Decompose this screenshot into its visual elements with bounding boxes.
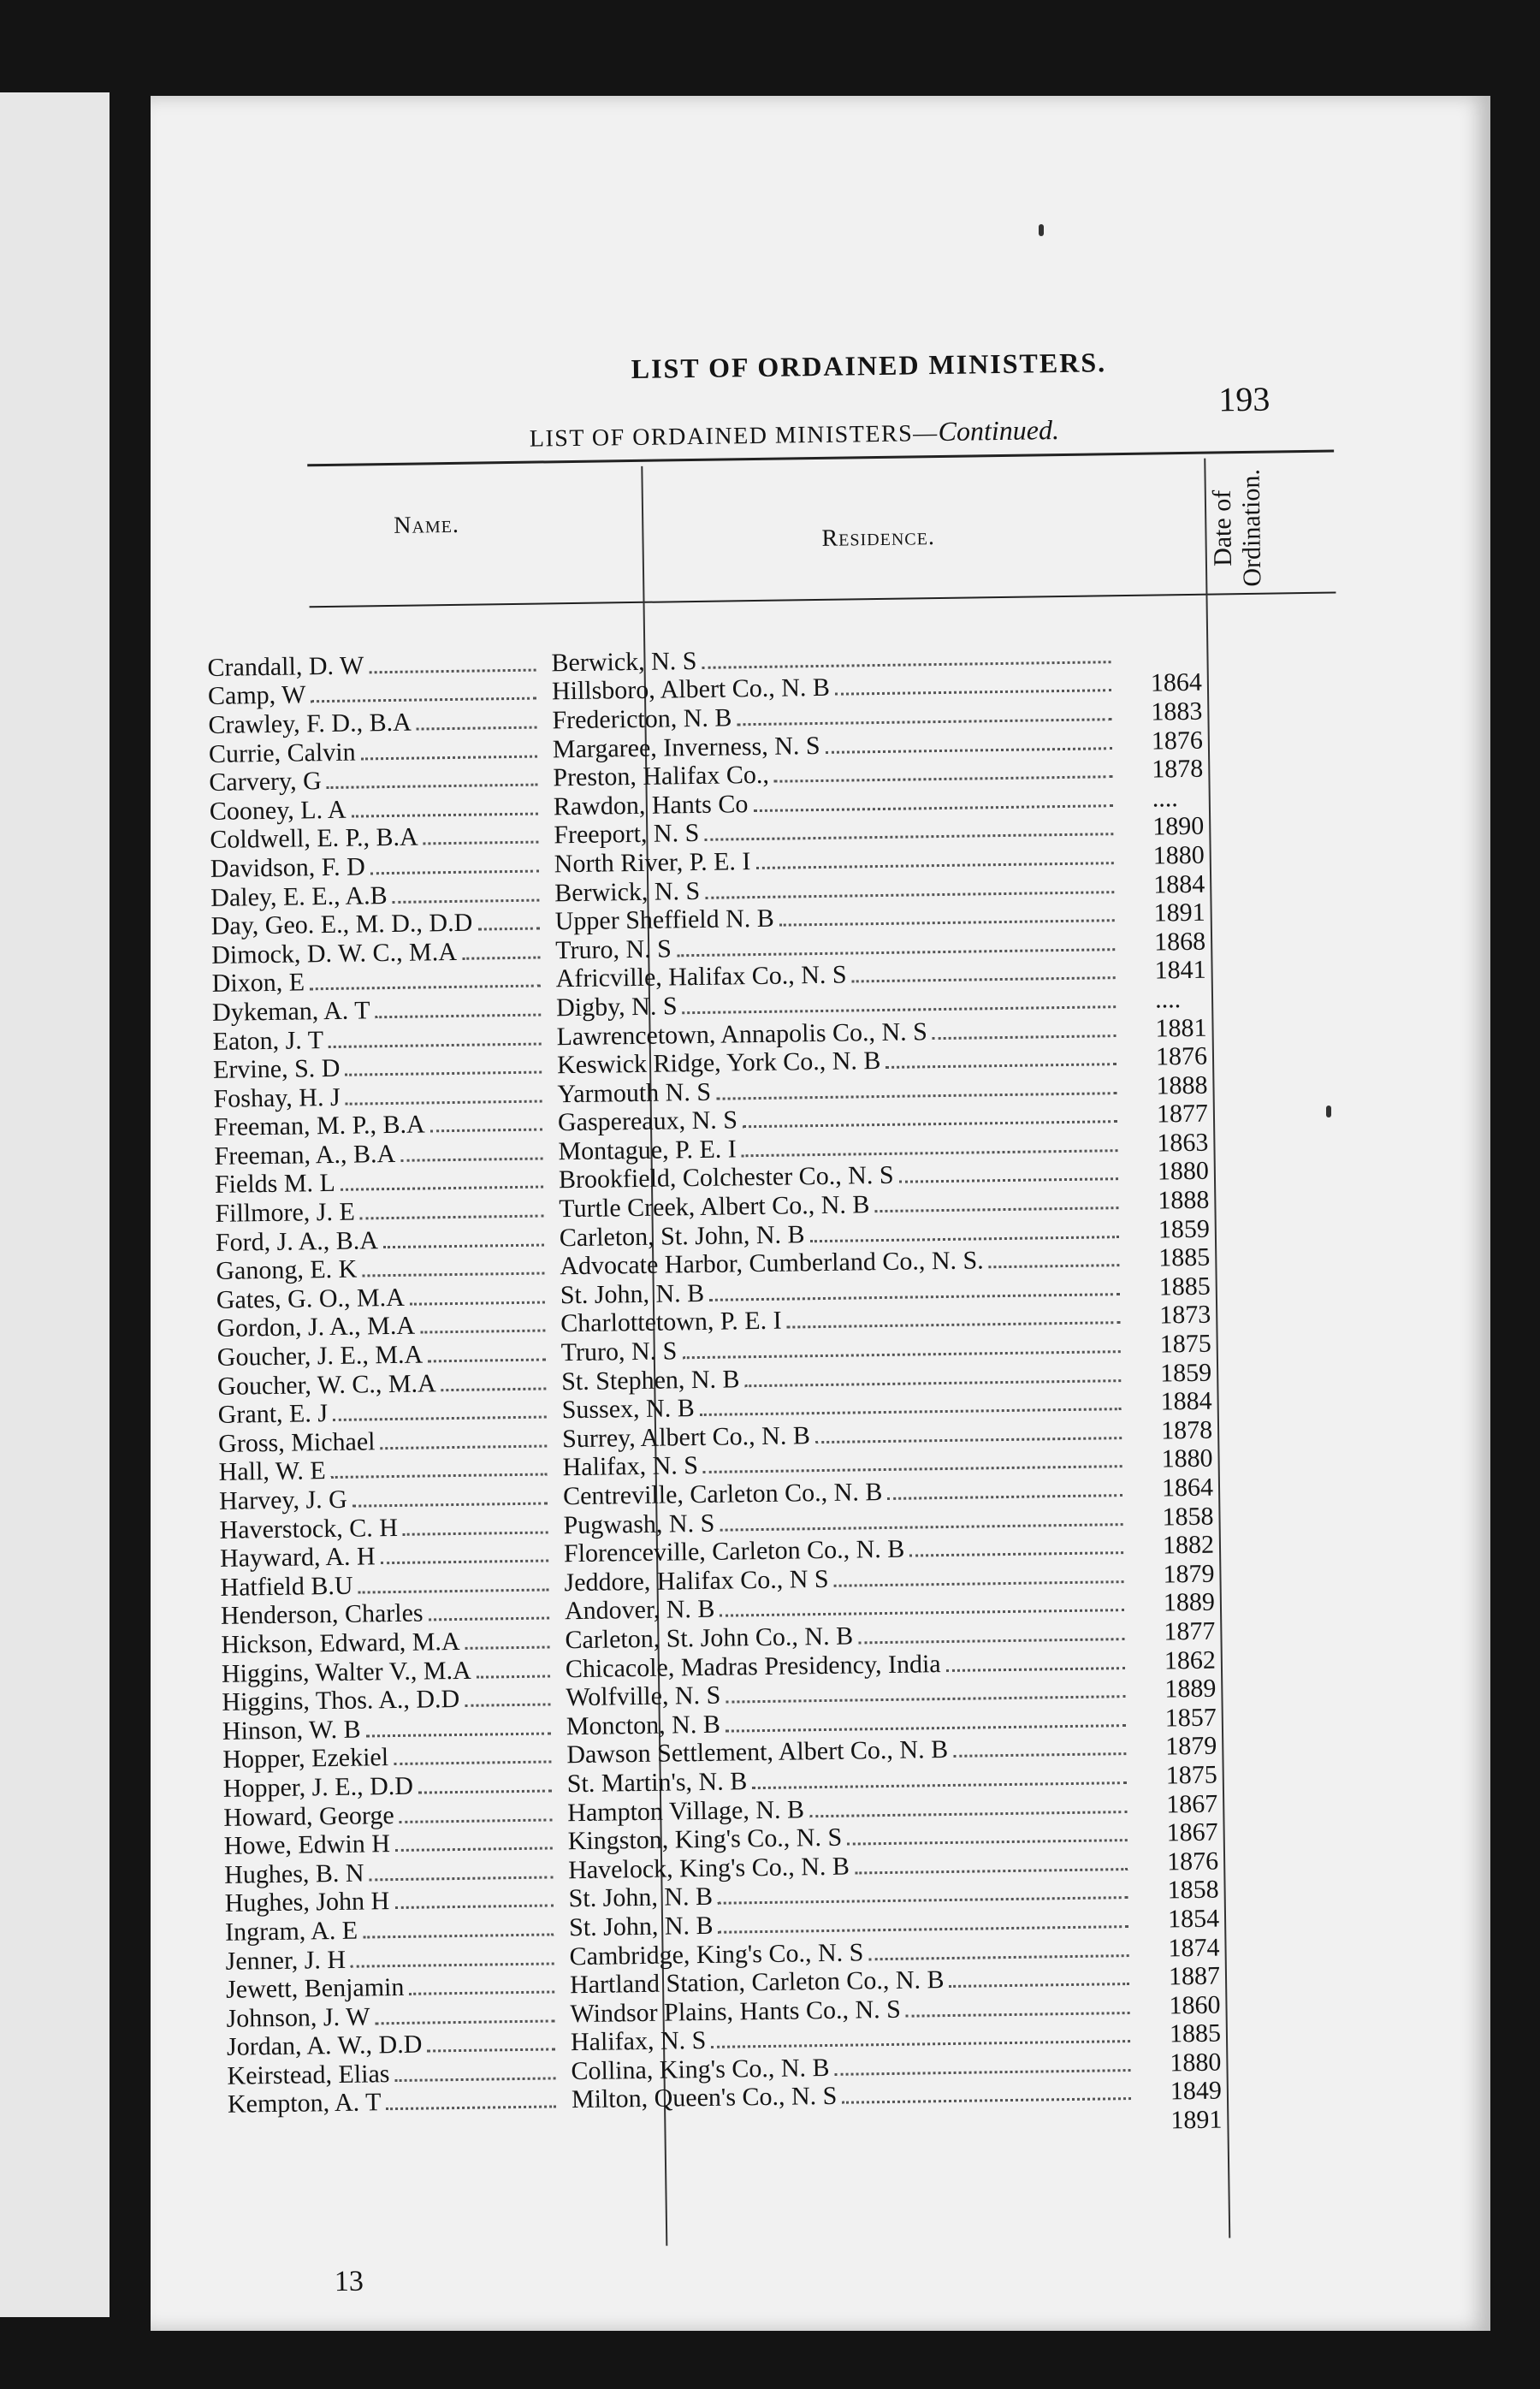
minister-residence: Halifax, N. S	[562, 1451, 699, 1482]
minister-name: Hatfield B.U	[220, 1571, 353, 1602]
minister-name: Coldwell, E. P., B.A	[210, 822, 418, 855]
dot-leader	[953, 1733, 1127, 1758]
header-bottom-rule	[310, 592, 1336, 608]
dot-leader	[988, 1244, 1119, 1268]
ordination-date: 1858	[1167, 1875, 1219, 1905]
dot-leader	[352, 1483, 548, 1508]
ordination-date: 1885	[1169, 2018, 1222, 2048]
subheading-italic: Continued.	[938, 414, 1060, 448]
dot-leader	[380, 1540, 548, 1565]
minister-name: Fillmore, J. E	[215, 1197, 356, 1228]
dot-leader	[834, 2049, 1130, 2076]
ordination-date: 1876	[1151, 726, 1204, 756]
dot-leader	[395, 1828, 553, 1853]
dot-leader	[743, 1100, 1117, 1128]
ordination-date: 1884	[1160, 1386, 1212, 1416]
dot-leader	[477, 908, 540, 931]
minister-name: Ford, J. A., B.A	[215, 1225, 379, 1257]
minister-residence: St. John, N. B	[560, 1278, 705, 1310]
minister-residence: Wolfville, N. S	[566, 1681, 721, 1712]
dot-leader	[394, 1741, 552, 1766]
dot-leader	[711, 2020, 1130, 2048]
dot-leader	[386, 2086, 556, 2111]
dot-leader	[825, 727, 1112, 754]
ordination-date: 1890	[1152, 812, 1205, 841]
minister-name: Fields M. L	[214, 1169, 336, 1200]
ordination-date: 1860	[1169, 1990, 1221, 2020]
dot-leader	[423, 821, 538, 845]
minister-residence: Fredericton, N. B	[552, 703, 732, 735]
minister-residence: Upper Sheffield N. B	[554, 904, 775, 936]
minister-name: Hughes, B. N	[224, 1858, 364, 1889]
dot-leader	[428, 1339, 546, 1363]
dot-leader	[699, 1388, 1121, 1416]
dot-leader	[720, 1589, 1124, 1617]
ordination-date: 1889	[1163, 1588, 1216, 1617]
ordination-date: 1862	[1164, 1645, 1217, 1675]
dot-leader	[851, 957, 1115, 983]
dot-leader	[341, 1166, 543, 1191]
minister-residence: Jeddore, Halifax Co., N S	[564, 1564, 829, 1598]
dot-leader	[394, 2057, 555, 2082]
dot-leader	[949, 1963, 1129, 1988]
ordination-date: 1876	[1155, 1041, 1208, 1071]
dot-leader	[809, 1216, 1119, 1242]
dot-leader	[403, 1511, 548, 1535]
dot-leader	[429, 1109, 542, 1133]
minister-name: Foshay, H. J	[213, 1082, 341, 1113]
dot-leader	[833, 1561, 1123, 1587]
minister-name-cell	[228, 2086, 561, 2119]
ordination-date: 1854	[1167, 1904, 1220, 1934]
dot-leader	[737, 698, 1111, 726]
previous-page-edge	[0, 92, 110, 2317]
minister-name: Gordon, J. A., M.A	[216, 1312, 416, 1343]
minister-name: Howe, Edwin H	[223, 1829, 391, 1860]
signature-mark: 13	[334, 2265, 364, 2298]
minister-name: Johnson, J. W	[226, 2002, 370, 2033]
dot-leader	[704, 814, 1113, 842]
minister-name: Howard, George	[223, 1800, 394, 1832]
minister-residence: North River, P. E. I	[554, 847, 751, 879]
minister-residence: Collina, King's Co., N. B	[571, 2053, 830, 2086]
dot-leader	[369, 1856, 553, 1881]
dot-leader	[709, 1273, 1120, 1301]
minister-name: Dimock, D. W. C., M.A	[210, 937, 458, 969]
dot-leader	[945, 1647, 1125, 1672]
ordination-date: 1874	[1168, 1933, 1220, 1962]
dot-leader	[874, 1187, 1118, 1212]
minister-residence: Brookfield, Colchester Co., N. S	[558, 1161, 894, 1194]
dot-leader	[360, 735, 537, 760]
ordination-date	[1116, 654, 1261, 655]
ordination-date: 1873	[1158, 1301, 1211, 1330]
minister-name: Hayward, A. H	[219, 1542, 376, 1574]
minister-residence: Cambridge, King's Co., N. S	[569, 1937, 864, 1971]
minister-name: Dykeman, A. T	[211, 996, 370, 1027]
column-header-date	[1207, 459, 1277, 596]
dot-leader	[755, 842, 1114, 869]
ordination-date: 1887	[1168, 1961, 1221, 1991]
dot-leader	[909, 1532, 1123, 1556]
dot-leader	[400, 1137, 543, 1161]
ordination-date: 1877	[1156, 1099, 1209, 1129]
minister-residence: St. John, N. B	[568, 1882, 714, 1913]
minister-residence: Windsor Plains, Hants Co., N. S	[570, 1995, 902, 2028]
minister-name: Ervine, S. D	[212, 1053, 341, 1085]
ordination-date: ....	[1152, 783, 1179, 813]
ordination-date: 1879	[1165, 1731, 1217, 1761]
ordination-date: 1881	[1155, 1013, 1207, 1043]
ordination-date: 1885	[1158, 1242, 1211, 1272]
dot-leader	[753, 785, 1113, 812]
dot-leader	[835, 670, 1111, 697]
minister-residence: Preston, Halifax Co.,	[553, 760, 770, 792]
ordination-date: 1884	[1152, 869, 1205, 899]
dot-leader	[311, 678, 536, 703]
dot-leader	[465, 1626, 549, 1649]
dot-leader	[742, 1129, 1118, 1157]
dot-leader	[375, 993, 541, 1018]
minister-residence: Africville, Halifax Co., N. S	[555, 960, 847, 993]
dot-leader	[441, 1367, 546, 1391]
minister-residence: Freeport, N. S	[554, 819, 700, 850]
minister-name: Hall, W. E	[218, 1456, 326, 1487]
dot-leader	[329, 1023, 542, 1047]
dot-leader	[417, 707, 537, 731]
minister-residence: Lawrencetown, Annapolis Co., N. S	[556, 1017, 928, 1051]
minister-residence: Advocate Harbor, Cumberland Co., N. S.	[560, 1246, 984, 1281]
date-header-line-1: Date of	[1207, 489, 1238, 567]
page-content	[202, 250, 1400, 2298]
dot-leader	[774, 756, 1113, 783]
minister-residence: Truro, N. S	[560, 1337, 678, 1367]
dot-leader	[399, 1799, 552, 1823]
dot-leader	[809, 1791, 1128, 1817]
dot-leader	[705, 871, 1114, 899]
minister-residence: Margaree, Inverness, N. S	[552, 731, 820, 763]
dot-leader	[327, 764, 538, 789]
dot-leader	[427, 2029, 555, 2053]
ordination-date: 1857	[1164, 1703, 1217, 1733]
minister-name: Dixon, E	[211, 968, 305, 999]
minister-residence: Carleton, St. John Co., N. B	[565, 1621, 854, 1655]
ordination-date: 1841	[1154, 956, 1206, 985]
ordination-date: 1867	[1165, 1789, 1218, 1818]
minister-residence: Centreville, Carleton Co., N. B	[562, 1478, 883, 1511]
ordination-date: 1875	[1165, 1760, 1217, 1790]
column-header-residence: Residence.	[821, 524, 936, 552]
minister-name: Kempton, A. T	[227, 2088, 382, 2119]
minister-residence: Hampton Village, N. B	[567, 1794, 805, 1827]
ordination-date: 1883	[1151, 697, 1203, 726]
minister-residence: Pugwash, N. S	[563, 1509, 715, 1539]
ordination-date: 1875	[1159, 1329, 1211, 1359]
dot-leader	[462, 936, 541, 959]
minister-residence: Dawson Settlement, Albert Co., N. B	[566, 1735, 949, 1770]
dot-leader	[365, 1712, 551, 1737]
dot-leader	[392, 879, 539, 903]
minister-name: Keirstead, Elias	[227, 2060, 390, 2090]
ordination-date: 1859	[1158, 1214, 1211, 1244]
minister-residence: Rawdon, Hants Co	[553, 789, 749, 821]
dot-leader	[410, 1281, 545, 1305]
dot-leader	[409, 1971, 554, 1995]
minister-name-cell	[228, 2129, 561, 2133]
minister-name: Grant, E. J	[217, 1399, 329, 1430]
ordination-date: 1888	[1156, 1070, 1208, 1100]
minister-residence: Keswick Ridge, York Co., N. B	[556, 1046, 881, 1080]
ordination-date: 1888	[1158, 1185, 1210, 1215]
ordination-date: 1864	[1150, 668, 1203, 697]
minister-residence: St. Stephen, N. B	[560, 1364, 740, 1396]
dot-leader	[855, 1848, 1128, 1874]
ordination-date: 1882	[1162, 1530, 1215, 1560]
dot-leader	[847, 1819, 1128, 1846]
minister-residence: Berwick, N. S	[551, 646, 697, 678]
running-head: LIST OF ORDAINED MINISTERS.	[631, 347, 1107, 385]
minister-name: Hickson, Edward, M.A	[221, 1627, 460, 1659]
dot-leader	[345, 1080, 542, 1105]
minister-name: Hopper, Ezekiel	[222, 1743, 389, 1775]
minister-name: Goucher, W. C., M.A	[217, 1368, 436, 1401]
ordination-date: ....	[1154, 985, 1182, 1014]
page-number: 193	[1217, 379, 1270, 419]
ordination-date: 1891	[1170, 2105, 1223, 2135]
dot-leader	[375, 2000, 555, 2024]
minister-name: Day, Geo. E., M. D., D.D	[210, 908, 473, 941]
dot-leader	[716, 1072, 1117, 1100]
minister-name: Hughes, John H	[224, 1887, 390, 1918]
minister-residence: Milton, Queen's Co., N. S	[571, 2082, 838, 2114]
minister-residence: St. Martin's, N. B	[566, 1767, 748, 1799]
book-page	[151, 96, 1490, 2331]
minister-name: Cooney, L. A	[209, 795, 346, 826]
dot-leader	[420, 1310, 546, 1334]
ordination-date: 1880	[1161, 1444, 1213, 1473]
ordination-date: 1880	[1152, 840, 1205, 870]
ministers-list	[207, 637, 1408, 2149]
minister-name: Currie, Calvin	[208, 738, 356, 768]
dot-leader	[815, 1417, 1122, 1443]
table-subheading	[530, 414, 1060, 453]
minister-name: Goucher, J. E., M.A	[216, 1340, 424, 1372]
dot-leader	[345, 1052, 542, 1076]
minister-residence-cell	[561, 2121, 1136, 2129]
paper-speck	[1039, 224, 1044, 236]
minister-name: Ganong, E. K	[216, 1254, 358, 1286]
dot-leader	[428, 1598, 549, 1621]
minister-name: Hinson, W. B	[222, 1715, 361, 1746]
minister-residence: Florenceville, Carleton Co., N. B	[563, 1534, 905, 1568]
ordination-date: 1876	[1166, 1847, 1219, 1876]
ordination-date: 1863	[1157, 1128, 1209, 1158]
column-header-name: Name.	[394, 511, 460, 539]
dot-leader	[418, 1770, 552, 1793]
dot-leader	[720, 1503, 1123, 1532]
minister-residence: Halifax, N. S	[570, 2026, 707, 2057]
dot-leader	[779, 899, 1115, 926]
minister-residence: Montague, P. E. I	[558, 1135, 737, 1166]
dot-leader	[718, 1906, 1128, 1934]
dot-leader	[333, 1396, 547, 1421]
ordination-date: 1889	[1164, 1674, 1217, 1704]
minister-name: Gates, G. O., M.A	[216, 1283, 406, 1314]
dot-leader	[703, 1446, 1122, 1474]
ordination-date: 1864	[1161, 1473, 1214, 1503]
dot-leader	[933, 1015, 1116, 1040]
dot-leader	[887, 1474, 1122, 1500]
minister-name: Carvery, G	[209, 767, 322, 797]
dot-leader	[330, 1454, 547, 1479]
minister-residence: Turtle Creek, Albert Co., N. B	[559, 1190, 870, 1224]
ordination-date: 1880	[1170, 2048, 1222, 2078]
dot-leader	[898, 1159, 1118, 1184]
minister-name: Higgins, Thos. A., D.D	[222, 1685, 460, 1717]
minister-name: Higgins, Walter V., M.A	[221, 1656, 471, 1688]
minister-residence: Moncton, N. B	[566, 1710, 721, 1740]
ordination-date: 1891	[1153, 898, 1205, 928]
dot-leader	[786, 1302, 1120, 1329]
minister-residence: Berwick, N. S	[554, 876, 701, 907]
minister-name: Harvey, J. G	[218, 1485, 348, 1515]
dot-leader	[360, 1195, 544, 1220]
ordination-date: 1867	[1166, 1817, 1218, 1847]
minister-residence: Hillsboro, Albert Co., N. B	[551, 673, 831, 706]
minister-residence: Digby, N. S	[555, 992, 678, 1023]
minister-name: Jewett, Benjamin	[225, 1973, 405, 2004]
dot-leader	[744, 1360, 1121, 1387]
minister-name: Crawley, F. D., B.A	[208, 708, 412, 739]
minister-residence: Hartland Station, Carleton Co., N. B	[569, 1965, 945, 2000]
dot-leader	[886, 1043, 1116, 1069]
minister-name: Henderson, Charles	[220, 1598, 424, 1631]
ordination-date: 1880	[1157, 1157, 1210, 1186]
ordination-date: 1868	[1153, 927, 1206, 957]
minister-name: Haverstock, C. H	[219, 1513, 399, 1544]
dot-leader	[702, 641, 1111, 669]
minister-residence: Surrey, Albert Co., N. B	[561, 1421, 811, 1454]
dot-leader	[868, 1935, 1129, 1960]
dot-leader	[310, 965, 541, 991]
minister-residence: Truro, N. S	[554, 934, 672, 965]
minister-name: Ingram, A. E	[224, 1916, 358, 1947]
ordination-date: 1849	[1170, 2077, 1223, 2106]
minister-name: Jenner, J. H	[225, 1945, 346, 1976]
minister-name: Freeman, A., B.A	[214, 1139, 396, 1171]
dot-leader	[842, 2078, 1131, 2105]
dot-leader	[380, 1425, 547, 1449]
minister-name: Davidson, F. D	[210, 852, 365, 883]
dot-leader	[726, 1704, 1126, 1733]
ordination-date: 1859	[1159, 1358, 1212, 1388]
dot-leader	[370, 851, 539, 875]
ordination-date: 1858	[1162, 1502, 1214, 1532]
dot-leader	[465, 1684, 551, 1707]
dot-leader	[858, 1618, 1125, 1644]
minister-residence: St. John, N. B	[568, 1911, 714, 1942]
minister-name: Daley, E. E., A.B	[210, 880, 388, 912]
dot-leader	[906, 1992, 1130, 2018]
dot-leader	[362, 1253, 544, 1277]
minister-name: Gross, Michael	[217, 1427, 376, 1458]
dot-leader	[369, 649, 536, 673]
minister-name: Hopper, J. E., D.D	[222, 1771, 414, 1803]
dot-leader	[752, 1762, 1127, 1789]
dot-leader	[476, 1655, 550, 1678]
dot-leader	[394, 1885, 554, 1910]
ordination-date: 1877	[1164, 1616, 1216, 1646]
minister-name: Jordan, A. W., D.D	[226, 2030, 423, 2062]
dot-leader	[351, 1942, 554, 1967]
dot-leader	[351, 792, 538, 817]
ordination-date: 1885	[1158, 1272, 1211, 1301]
minister-residence: Kingston, King's Co., N. S	[567, 1823, 843, 1856]
dot-leader	[358, 1568, 548, 1593]
ordination-date: 1878	[1160, 1415, 1213, 1445]
minister-residence: Havelock, King's Co., N. B	[567, 1852, 850, 1884]
date-header-line-2: Ordination.	[1236, 468, 1267, 587]
minister-name: Crandall, D. W	[207, 651, 364, 682]
dot-leader	[718, 1876, 1128, 1905]
minister-residence: Sussex, N. B	[561, 1394, 695, 1425]
minister-name: Camp, W	[207, 680, 306, 711]
minister-name: Freeman, M. P., B.A	[213, 1110, 425, 1142]
dot-leader	[726, 1675, 1125, 1704]
minister-residence: Charlottetown, P. E. I	[560, 1307, 782, 1338]
header-top-rule	[307, 450, 1334, 467]
minister-residence: Yarmouth N. S	[557, 1077, 712, 1108]
minister-residence: Chicacole, Madras Presidency, India	[565, 1649, 941, 1683]
minister-name: Eaton, J. T	[212, 1025, 324, 1056]
ordination-date: 1878	[1152, 754, 1204, 784]
minister-residence: Gaspereaux, N. S	[557, 1106, 738, 1137]
ordination-date: 1879	[1163, 1559, 1215, 1589]
dot-leader	[383, 1224, 544, 1248]
minister-residence: Andover, N. B	[564, 1595, 715, 1626]
dot-leader	[363, 1913, 554, 1938]
minister-residence: Carleton, St. John, N. B	[559, 1219, 805, 1252]
subheading-text: LIST OF ORDAINED MINISTERS—	[529, 420, 939, 453]
